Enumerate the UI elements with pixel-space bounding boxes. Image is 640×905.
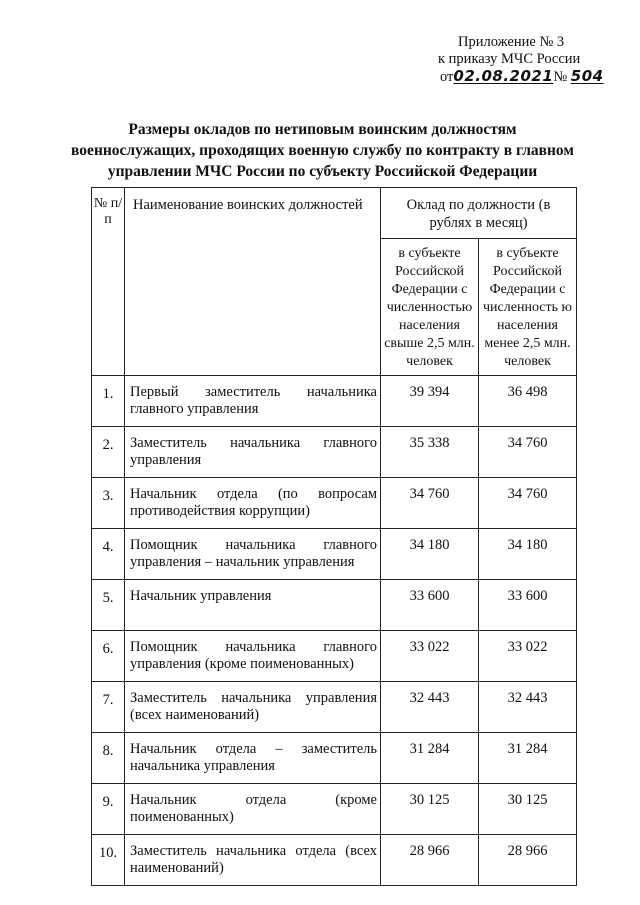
salary-over-2-5m: 32 443 — [381, 682, 479, 733]
appendix-title: Приложение № 3 — [458, 34, 565, 50]
appendix-date-line — [438, 68, 628, 86]
table-row — [92, 478, 577, 529]
position-name: Первый заместитель начальника главного управления — [125, 376, 381, 427]
row-number: 8. — [92, 733, 125, 784]
salary-under-2-5m: 36 498 — [479, 376, 577, 427]
handwritten-number: 504 — [570, 67, 604, 85]
document-title: Размеры окладов по нетиповым воинским должностям военнослужащих, проходящих военную службу по контракту в главном управлении МЧС России по субъекту Российской Федерации — [71, 121, 574, 180]
salary-over-2-5m: 34 180 — [381, 529, 479, 580]
salary-under-2-5m: 30 125 — [479, 784, 577, 835]
position-name: Заместитель начальника отдела (всех наименований) — [125, 835, 381, 886]
position-name: Помощник начальника главного управления (кроме поименованных) — [125, 631, 381, 682]
position-name: Помощник начальника главного управления – начальник управления — [125, 529, 381, 580]
number-prefix: № — [553, 69, 568, 85]
appendix-order-ref: к приказу МЧС России — [438, 51, 581, 67]
salary-under-2-5m: 33 022 — [479, 631, 577, 682]
salary-over-2-5m: 34 760 — [381, 478, 479, 529]
salary-over-2-5m: 35 338 — [381, 427, 479, 478]
salary-over-2-5m: 31 284 — [381, 733, 479, 784]
salary-over-2-5m: 30 125 — [381, 784, 479, 835]
table-row — [92, 835, 577, 886]
salary-under-2-5m: 34 760 — [479, 478, 577, 529]
position-name: Начальник отдела – заместитель начальника управления — [125, 733, 381, 784]
header-population-over: в субъекте Российской Федерации с численностью населения свыше 2,5 млн. человек — [381, 239, 479, 376]
header-population-under: в субъекте Российской Федерации с численность ю населения менее 2,5 млн. человек — [479, 239, 577, 376]
appendix-block — [438, 34, 628, 86]
salary-under-2-5m: 31 284 — [479, 733, 577, 784]
handwritten-date: 02.08.2021 — [453, 67, 554, 85]
position-name: Начальник отдела (кроме поименованных) — [125, 784, 381, 835]
salary-over-2-5m: 33 022 — [381, 631, 479, 682]
salary-under-2-5m: 33 600 — [479, 580, 577, 631]
salary-under-2-5m: 34 180 — [479, 529, 577, 580]
row-number: 3. — [92, 478, 125, 529]
header-num: № п/п — [92, 188, 125, 376]
row-number: 1. — [92, 376, 125, 427]
salary-under-2-5m: 32 443 — [479, 682, 577, 733]
row-number: 2. — [92, 427, 125, 478]
salary-over-2-5m: 33 600 — [381, 580, 479, 631]
row-number: 7. — [92, 682, 125, 733]
table-row — [92, 376, 577, 427]
position-name: Заместитель начальника главного управления — [125, 427, 381, 478]
table-row — [92, 682, 577, 733]
header-salary: Оклад по должности (в рублях в месяц) — [381, 188, 577, 239]
position-name: Заместитель начальника управления (всех наименований) — [125, 682, 381, 733]
salary-over-2-5m: 28 966 — [381, 835, 479, 886]
row-number: 5. — [92, 580, 125, 631]
table-row — [92, 631, 577, 682]
header-position-name: Наименование воинских должностей — [125, 188, 381, 376]
row-number: 4. — [92, 529, 125, 580]
table-row — [92, 784, 577, 835]
salary-under-2-5m: 34 760 — [479, 427, 577, 478]
table-body — [92, 376, 577, 886]
table-row — [92, 733, 577, 784]
position-name: Начальник отдела (по вопросам противодействия коррупции) — [125, 478, 381, 529]
table-row — [92, 529, 577, 580]
table-header-row — [92, 188, 577, 239]
row-number: 6. — [92, 631, 125, 682]
row-number: 9. — [92, 784, 125, 835]
table-row — [92, 580, 577, 631]
salary-table — [91, 187, 577, 886]
date-prefix: от — [440, 69, 454, 85]
salary-over-2-5m: 39 394 — [381, 376, 479, 427]
table-row — [92, 427, 577, 478]
position-name: Начальник управления — [125, 580, 381, 631]
salary-under-2-5m: 28 966 — [479, 835, 577, 886]
row-number: 10. — [92, 835, 125, 886]
